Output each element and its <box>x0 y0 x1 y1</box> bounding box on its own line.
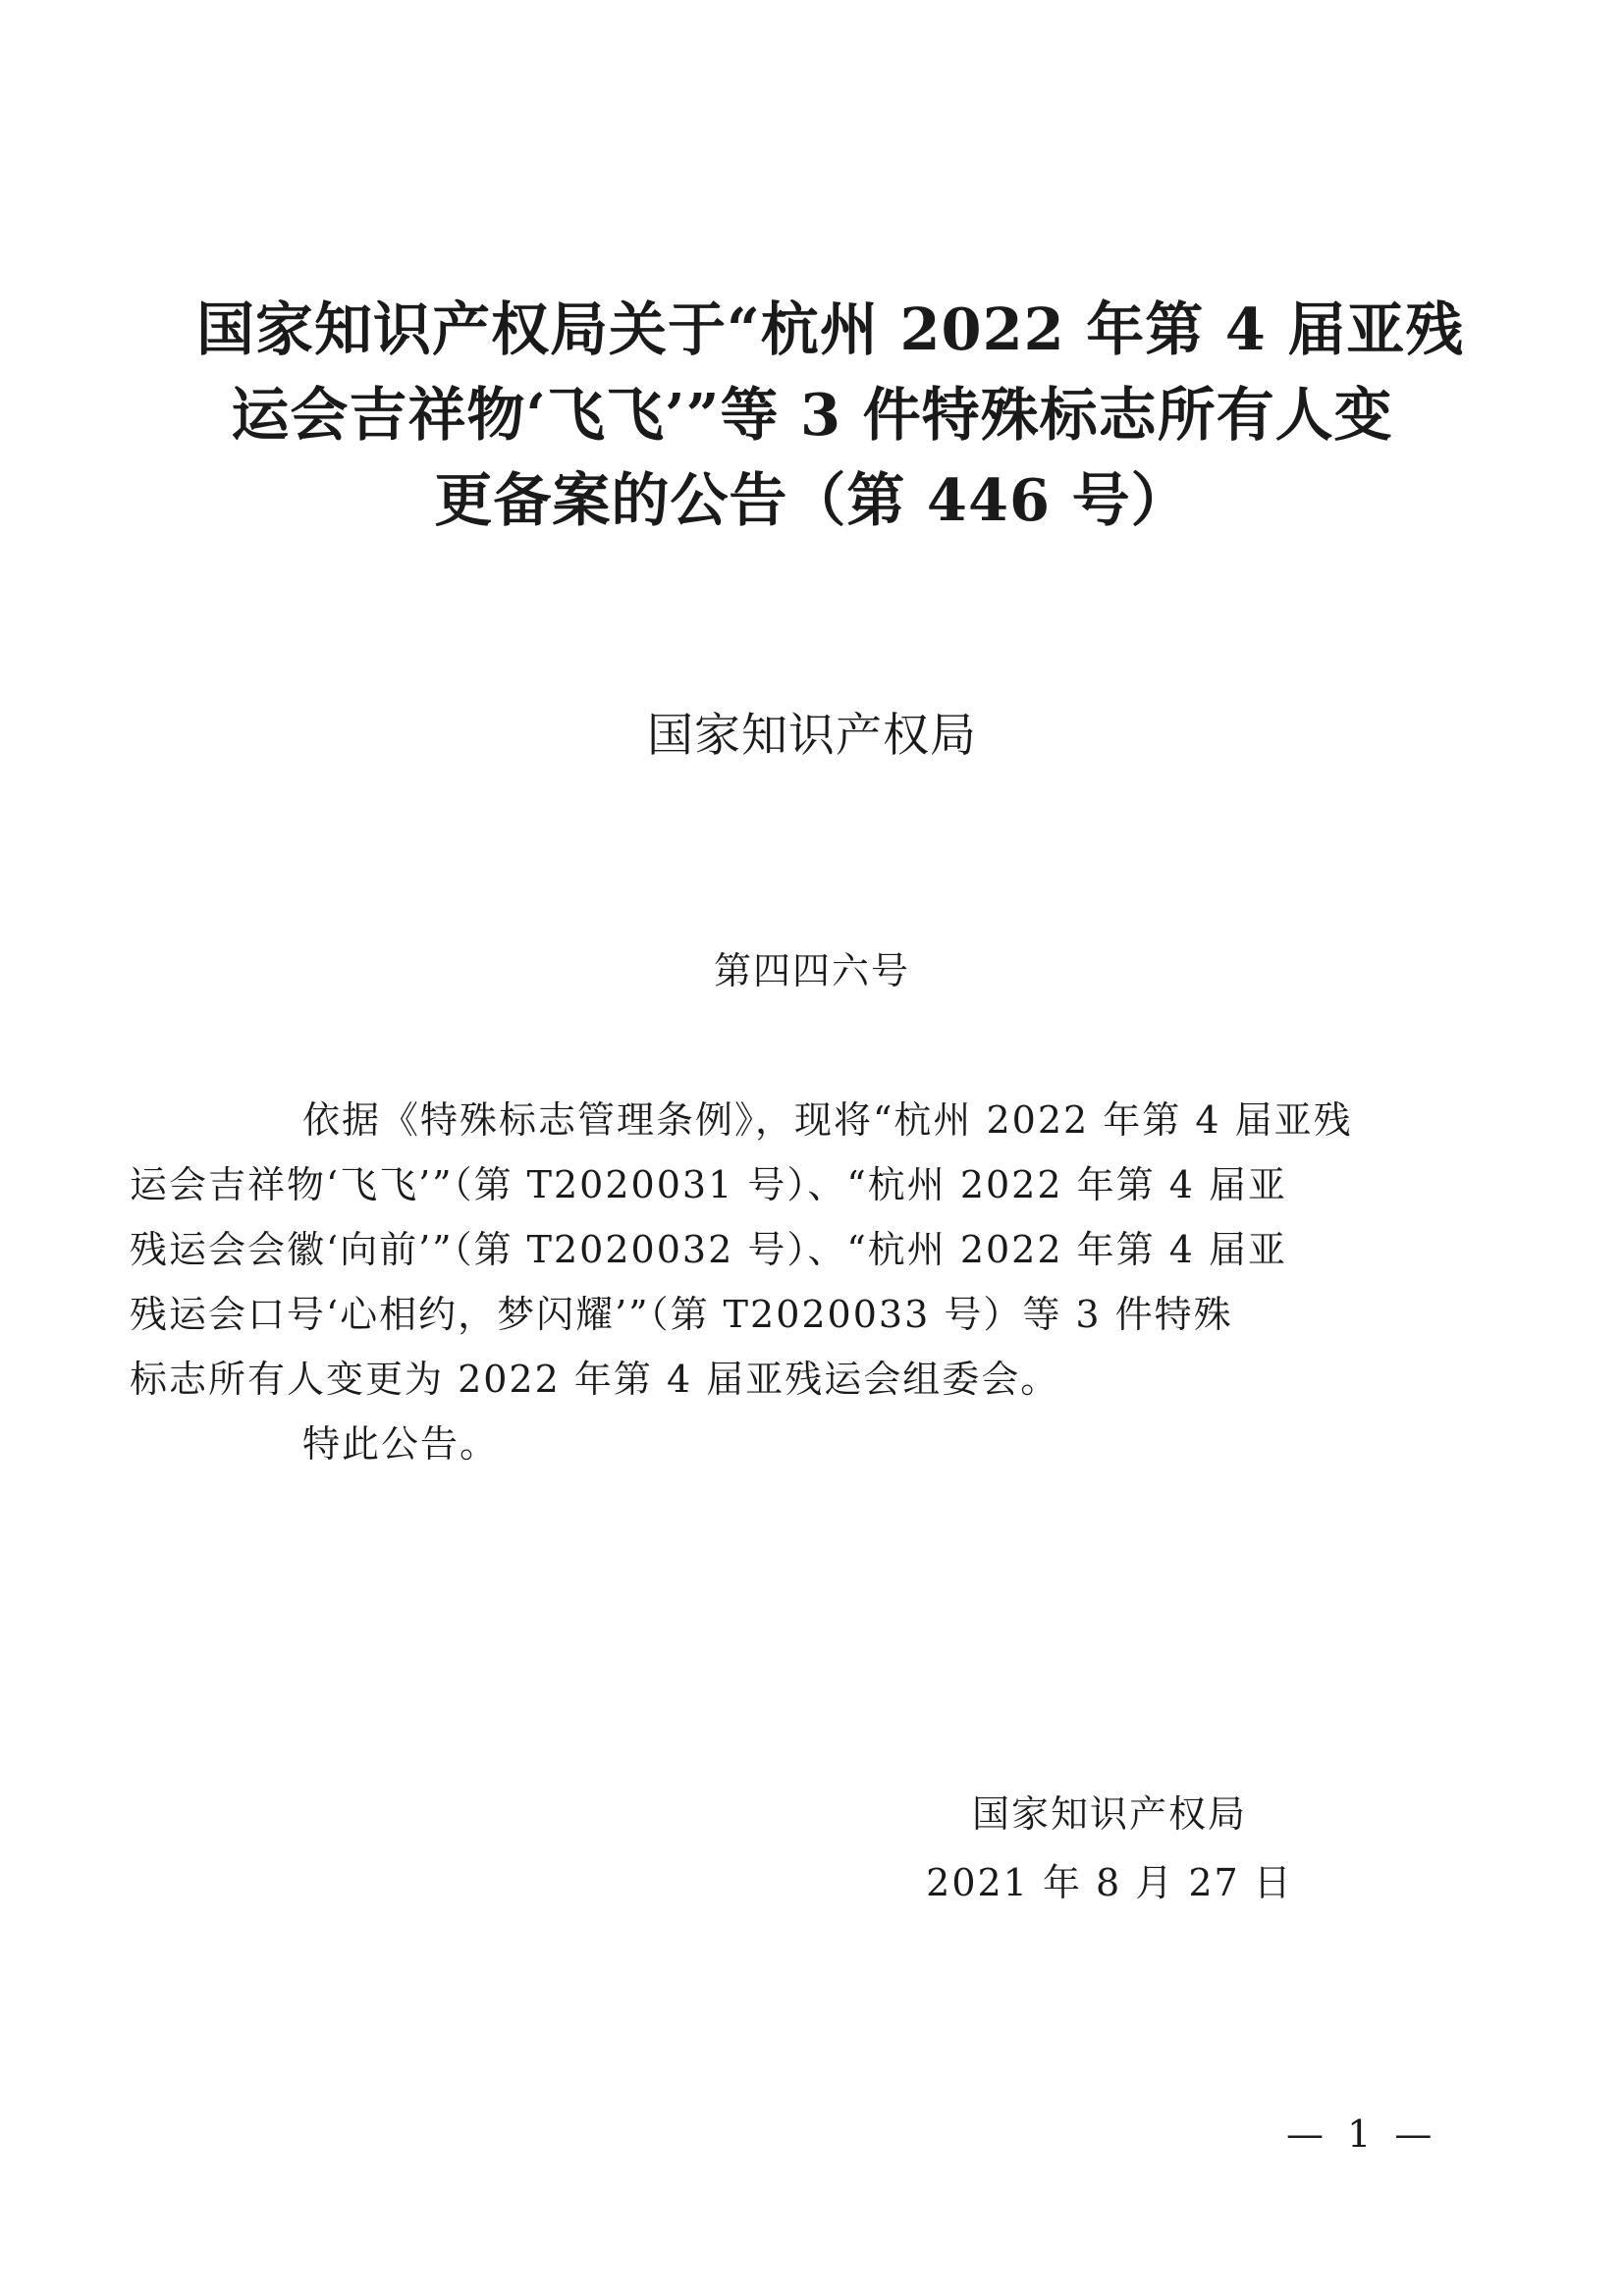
signature-block <box>884 1782 1335 1915</box>
body-paragraph <box>130 1088 1414 1412</box>
title-line-1: 国家知识产权局关于“杭州 2022 年第 4 届亚残 <box>196 295 1465 363</box>
body-line-1: 依据《特殊标志管理条例》，现将“杭州 2022 年第 4 届亚残 <box>302 1098 1353 1142</box>
body-line-4: 残运会口号‘心相约，梦闪耀’”（第 T2020033 号）等 3 件特殊 <box>130 1293 1233 1336</box>
closing-line: 特此公告。 <box>302 1422 500 1466</box>
signature-date: 2021 年 8 月 27 日 <box>926 1861 1293 1904</box>
closing-paragraph <box>216 1412 1414 1476</box>
announcement-number: 第四四六号 <box>713 949 910 992</box>
body-line-2: 运会吉祥物‘飞飞’”（第 T2020031 号）、“杭州 2022 年第 4 届亚 <box>130 1163 1287 1206</box>
page-number: — 1 — <box>1286 2112 1438 2156</box>
issuer-name: 国家知识产权局 <box>647 709 977 763</box>
body-line-5: 标志所有人变更为 2022 年第 4 届亚残运会组委会。 <box>130 1358 1060 1401</box>
signature-org: 国家知识产权局 <box>971 1792 1247 1836</box>
title-line-3: 更备案的公告（第 446 号） <box>434 466 1190 534</box>
document-title <box>196 287 1465 543</box>
document-body <box>130 1088 1414 1476</box>
title-line-2: 运会吉祥物‘飞飞’”等 3 件特殊标志所有人变 <box>231 381 1393 449</box>
body-line-3: 残运会会徽‘向前’”（第 T2020032 号）、“杭州 2022 年第 4 届亚 <box>130 1228 1287 1271</box>
